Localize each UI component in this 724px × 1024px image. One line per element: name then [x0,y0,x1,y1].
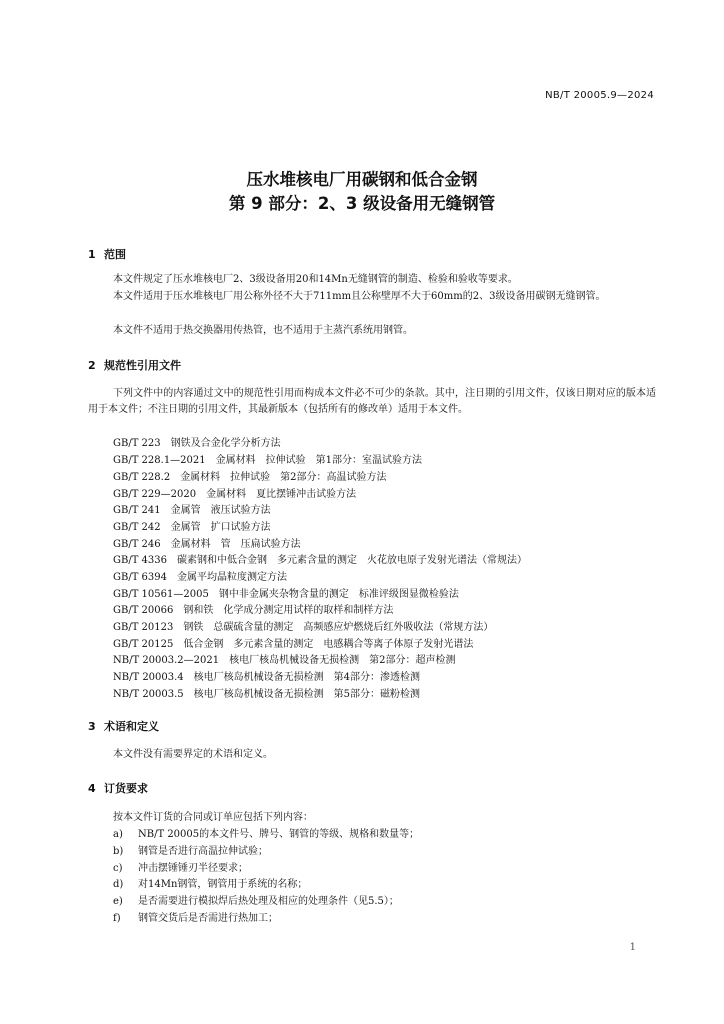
list-item [113,911,278,927]
document-title-line2: 第 9 部分：2、3 级设备用无缝钢管 [228,194,496,213]
reference-code: GB/T 20066 [113,605,174,616]
list-marker: b) [113,846,124,857]
section-number: 2 [88,359,96,372]
reference-title: 金属管 扩口试验方法 [170,522,271,533]
paragraph: 本文件规定了压水堆核电厂2、3级设备用20和14Mn无缝钢管的制造、检验和验收等要求。 [113,274,518,285]
paragraph: 本文件不适用于热交换器用传热管，也不适用于主蒸汽系统用钢管。 [113,325,413,336]
paragraph: 本文件适用于压水堆核电厂用公称外径不大于711mm且公称壁厚不大于60mm的2、3级设备用碳钢无缝钢管。 [113,291,606,302]
reference-item [113,603,393,619]
reference-code: GB/T 242 [113,522,161,533]
reference-item [113,537,301,553]
list-marker: c) [113,863,123,874]
reference-title: 金属材料 管 压扁试验方法 [170,539,301,550]
section-title: 规范性引用文件 [104,359,181,372]
reference-code: GB/T 20125 [113,639,174,650]
reference-item [113,620,493,636]
list-marker: a) [113,829,123,840]
reference-title: 钢铁及合金化学分析方法 [170,438,281,449]
reference-code: NB/T 20003.4 [113,672,184,683]
reference-title: 金属材料 夏比摆锤冲击试验方法 [206,489,357,500]
page-number: 1 [629,942,636,953]
section-title: 术语和定义 [104,720,159,733]
list-item [113,894,399,910]
section-title: 范围 [104,248,126,261]
list-text: 冲击摆锤锤刃半径要求； [138,863,248,874]
paragraph: 本文件没有需要界定的术语和定义。 [113,749,273,760]
list-text: 是否需要进行模拟焊后热处理及相应的处理条件（见5.5）； [138,896,399,907]
reference-title: 金属平均晶粒度测定方法 [177,572,288,583]
reference-item [113,453,422,469]
section-4-heading [88,780,148,796]
reference-title: 金属材料 拉伸试验 第1部分：室温试验方法 [215,455,423,466]
reference-code: GB/T 20123 [113,622,174,633]
section-number: 4 [88,782,96,795]
list-item [113,844,268,860]
reference-item [113,587,459,603]
reference-item [113,553,527,569]
reference-item [113,470,387,486]
list-item [113,827,419,843]
reference-item [113,520,271,536]
reference-item [113,653,456,669]
reference-code: GB/T 10561—2005 [113,589,209,600]
reference-code: NB/T 20003.2—2021 [113,655,220,666]
section-1-heading [88,246,126,262]
reference-item [113,670,420,686]
list-text: NB/T 20005的本文件号、牌号、钢管的等级、规格和数量等； [138,829,420,840]
reference-title: 金属管 液压试验方法 [170,505,271,516]
reference-code: GB/T 241 [113,505,161,516]
reference-title: 碳素钢和中低合金钢 多元素含量的测定 火花放电原子发射光谱法（常规法） [177,555,528,566]
reference-title: 钢和铁 化学成分测定用试样的取样和制样方法 [183,605,394,616]
reference-title: 钢中非金属夹杂物含量的测定 标准评级图显微检验法 [218,589,459,600]
reference-item [113,436,281,452]
reference-title: 低合金钢 多元素含量的测定 电感耦合等离子体原子发射光谱法 [183,639,474,650]
reference-code: GB/T 223 [113,438,161,449]
reference-code: GB/T 229—2020 [113,489,197,500]
section-title: 订货要求 [104,782,148,795]
list-text: 对14Mn钢管，钢管用于系统的名称； [138,879,308,890]
section-3-heading [88,718,159,734]
reference-title: 核电厂核岛机械设备无损检测 第2部分：超声检测 [229,655,456,666]
reference-item [113,687,420,703]
reference-item [113,487,356,503]
reference-item [113,570,287,586]
reference-code: GB/T 4336 [113,555,168,566]
list-text: 钢管是否进行高温拉伸试验； [138,846,268,857]
document-number: NB/T 20005.9—2024 [545,90,654,101]
section-number: 1 [88,248,96,261]
document-title-line1: 压水堆核电厂用碳钢和低合金钢 [246,170,478,189]
paragraph: 按本文件订货的合同或订单应包括下列内容： [113,812,313,823]
paragraph: 下列文件中的内容通过文中的规范性引用而构成本文件必不可少的条款。其中，注日期的引用文件，仅该日期对应的版本适用于本文件；不注日期的引用文件，其最新版本（包括所有的修改单）适用于本文件。 [88,388,656,415]
reference-item [113,503,271,519]
reference-title: 钢铁 总碳硫含量的测定 高频感应炉燃烧后红外吸收法（常规方法） [183,622,494,633]
list-item [113,861,248,877]
reference-code: GB/T 228.1—2021 [113,455,206,466]
list-item [113,877,307,893]
reference-title: 核电厂核岛机械设备无损检测 第4部分：渗透检测 [193,672,421,683]
section-2-heading [88,357,181,373]
list-marker: e) [113,896,123,907]
reference-code: GB/T 228.2 [113,472,171,483]
reference-title: 金属材料 拉伸试验 第2部分：高温试验方法 [180,472,387,483]
list-marker: f) [113,913,121,924]
list-marker: d) [113,879,124,890]
reference-code: NB/T 20003.5 [113,689,184,700]
reference-code: GB/T 6394 [113,572,168,583]
reference-code: GB/T 246 [113,539,161,550]
reference-item [113,637,473,653]
section-number: 3 [88,720,96,733]
list-text: 钢管交货后是否需进行热加工； [138,913,278,924]
reference-title: 核电厂核岛机械设备无损检测 第5部分：磁粉检测 [193,689,421,700]
